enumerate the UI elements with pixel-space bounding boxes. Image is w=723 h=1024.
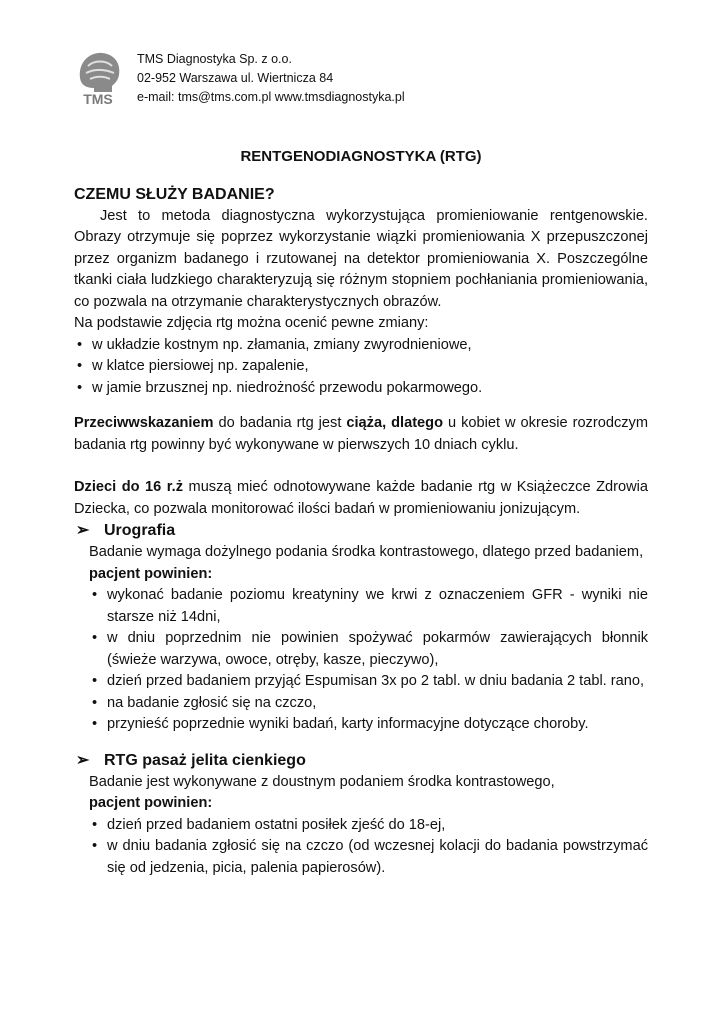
contraindication-mid: do badania rtg jest <box>213 415 347 431</box>
children-paragraph <box>74 477 648 520</box>
section-urografia <box>74 520 648 736</box>
list-item: • w jamie brzusznej np. niedrożność przewodu pokarmowego. <box>74 378 648 400</box>
section-intro: Badanie wymaga dożylnego podania środka kontrastowego, dlatego przed badaniem, <box>89 544 644 560</box>
list-item: • na badanie zgłosić się na czczo, <box>89 693 648 715</box>
children-label: Dzieci do 16 r.ż <box>74 479 184 495</box>
company-name: TMS Diagnostyka Sp. z o.o. <box>137 52 292 66</box>
list-item: • w dniu poprzednim nie powinien spożywać pokarmów zawierających błonnik (świeże warzywa, owoce, otręby, kasze, pieczywo), <box>89 628 648 671</box>
arrow-icon: ➢ <box>76 751 90 769</box>
list-item: • dzień przed badaniem ostatni posiłek zjeść do 18-ej, <box>89 815 648 837</box>
children-rest: muszą mieć odnotowywane każde badanie rtg w Książeczce Zdrowia Dziecka, co pozwala monitorować ilości badań w promieniowaniu jonizującym. <box>74 479 648 517</box>
logo-text: TMS <box>83 91 113 106</box>
patient-label: pacjent powinien: <box>89 795 213 811</box>
contraindication-rest: u kobiet w okresie rozrodczym badania rtg powinny być wykonywane w pierwszych 10 dniach cyklu. <box>74 415 648 453</box>
section-heading <box>74 520 648 542</box>
list-item: • wykonać badanie poziomu kreatyniny we krwi z oznaczeniem GFR - wyniki nie starsze niż 14dni, <box>89 585 648 628</box>
contraindication-paragraph <box>74 413 648 456</box>
purpose-text: Jest to metoda diagnostyczna wykorzystująca promieniowanie rentgenowskie. Obrazy otrzymuje się poprzez wykorzystanie wiązki promieniowania X przepuszczonej przez organizm badanego i rzutowanej na detektor promieniowania X. Poszczególne tkanki ciała ludzkiego charakteryzują się różnym stopniem pochłaniania promieniowania, co pozwala na otrzymanie charakterystycznych obrazów. <box>74 207 648 310</box>
header-contact <box>137 50 405 107</box>
arrow-icon: ➢ <box>76 522 90 539</box>
section-pasaz-jelita <box>74 750 648 880</box>
list-item: • dzień przed badaniem przyjąć Espumisan 3x po 2 tabl. w dniu badania 2 tabl. rano, <box>89 671 648 693</box>
contraindication-bold: ciąża, dlatego <box>346 415 444 431</box>
contraindication-label: Przeciwwskazaniem <box>74 415 214 431</box>
document-content <box>74 146 648 879</box>
list-item: • w układzie kostnym np. złamania, zmiany zwyrodnieniowe, <box>74 335 648 357</box>
list-item: • w dniu badania zgłosić się na czczo (od wczesnej kolacji do badania powstrzymać się od jedzenia, picia, palenia papierosów). <box>89 836 648 879</box>
instructions-list <box>89 585 648 736</box>
purpose-heading: CZEMU SŁUŻY BADANIE? <box>74 185 275 203</box>
section-title: RTG pasaż jelita cienkiego <box>104 751 306 769</box>
section-heading <box>74 750 648 772</box>
section-intro: Badanie jest wykonywane z doustnym podaniem środka kontrastowego, <box>89 773 555 790</box>
document-title: RENTGENODIAGNOSTYKA (RTG) <box>240 148 482 165</box>
patient-label: pacjent powinien: <box>89 565 213 582</box>
instructions-list <box>89 815 648 880</box>
list-item: • w klatce piersiowej np. zapalenie, <box>74 356 648 378</box>
tms-logo <box>72 48 124 106</box>
company-contact: e-mail: tms@tms.com.pl www.tmsdiagnostyka.pl <box>137 90 405 104</box>
changes-list <box>74 335 648 400</box>
changes-intro: Na podstawie zdjęcia rtg można ocenić pewne zmiany: <box>74 315 429 331</box>
company-address: 02-952 Warszawa ul. Wiertnicza 84 <box>137 71 334 85</box>
list-item: • przynieść poprzednie wyniki badań, karty informacyjne dotyczące choroby. <box>89 714 648 736</box>
section-title: Urografia <box>104 522 176 539</box>
